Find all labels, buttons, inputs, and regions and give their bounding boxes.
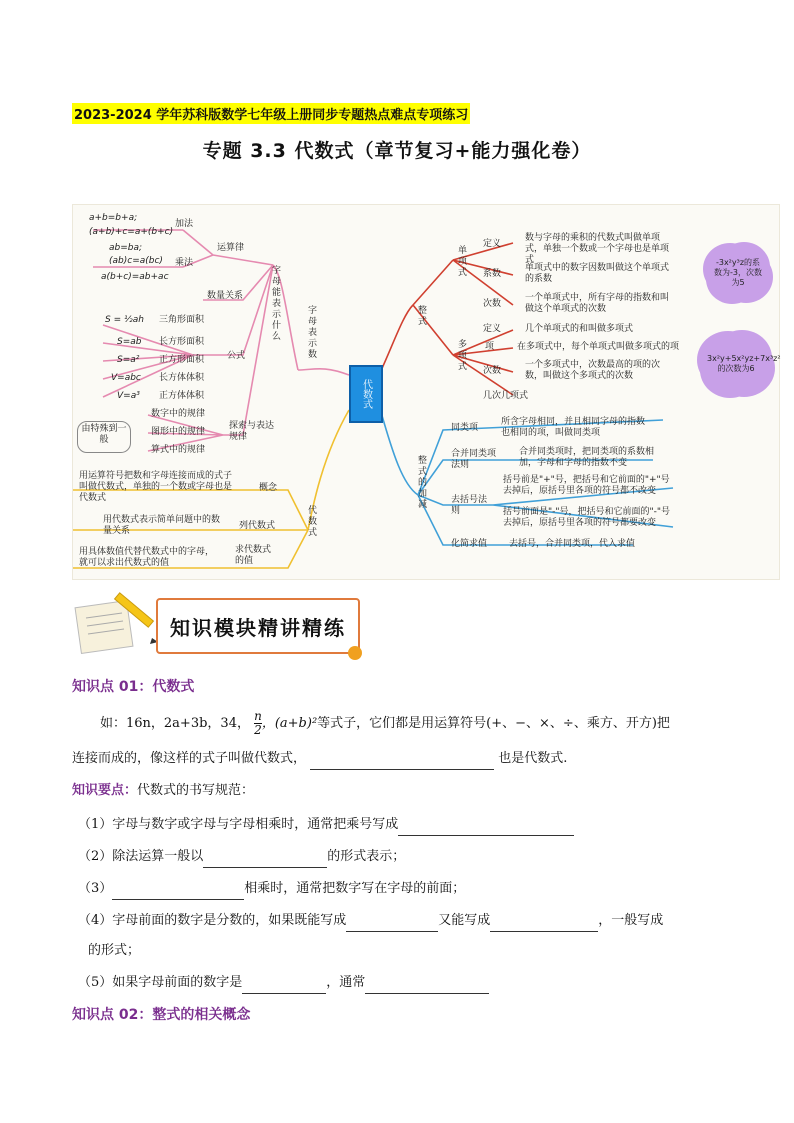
add-law-2: (a+b)+c=a+(b+c) — [89, 227, 174, 237]
center-node: 代数式 — [349, 365, 383, 423]
kp1-ab-square: ，(a+b)² — [261, 716, 318, 731]
p-kind-label: 几次几项式 — [483, 391, 529, 401]
page-title: 专题 3.3 代数式（章节复习+能力强化卷） — [202, 140, 592, 162]
rule-item-2: （2）除法运算一般以 的形式表示； — [78, 846, 405, 868]
value-label: 求代数式的值 — [235, 545, 272, 566]
series-banner: 2023-2024 学年苏科版数学七年级上册同步专题热点难点专项练习 — [72, 103, 470, 124]
remove-desc-2: 括号前面是"-"号，把括号和它前面的"-"号去掉后，原括号里各项的符号都要改变 — [503, 507, 671, 528]
key-label: 知识要点： — [72, 783, 138, 798]
mul-law-1: ab=ba; — [109, 243, 143, 253]
section-banner-text: 知识模块精讲精练 — [170, 615, 346, 640]
polynomial-label: 多项式 — [456, 339, 466, 372]
p-deg-desc: 一个多项式中，次数最高的项的次数，叫做这个多项式的次数 — [525, 360, 661, 381]
letters-meaning-label: 字母能表示什么 — [270, 265, 280, 342]
simplify-label: 化简求值 — [451, 539, 488, 549]
value-desc: 用具体数值代替代数式中的字母，就可以求出代数式的值 — [79, 547, 215, 568]
special-general-bubble: 由特殊到一般 — [77, 421, 131, 453]
blank-6[interactable] — [490, 931, 598, 932]
formula-expr-3: S=a² — [117, 355, 140, 365]
notebook-pencil-icon — [72, 590, 162, 660]
blank-7[interactable] — [242, 993, 326, 994]
concept-label: 概念 — [259, 483, 278, 493]
rule-2: 图形中的规律 — [151, 427, 206, 437]
remove-label: 去括号法则 — [451, 495, 488, 516]
kp1-line1 — [100, 710, 760, 737]
list-desc: 用代数式表示简单问题中的数量关系 — [103, 515, 221, 536]
banner-dot — [348, 646, 362, 660]
formula-name-3: 正方形面积 — [159, 355, 205, 365]
rule-item-1: （1）字母与数字或字母与字母相乘时，通常把乘号写成 — [78, 814, 574, 836]
example-cloud-1: -3x²y³z的系数为-3，次数为5 — [709, 245, 767, 301]
kp2-title: 知识点 02：整式的相关概念 — [72, 1007, 251, 1023]
simplify-desc: 去括号，合并同类项，代入求值 — [509, 539, 636, 549]
kp1-title: 知识点 01：代数式 — [72, 679, 195, 695]
section-banner — [72, 590, 392, 660]
example-cloud-2: 3x²y+5x²yz+7x³z²的次数为6 — [703, 333, 769, 395]
rule-item-5: （5）如果字母前面的数字是 ，通常 — [78, 972, 489, 994]
letters-branch-label: 字母表示数 — [306, 305, 316, 360]
add-label: 加法 — [175, 219, 194, 229]
combine-desc: 合并同类项时，把同类项的系数相加，字母和字母的指数不变 — [519, 447, 655, 468]
like-label: 同类项 — [451, 423, 479, 433]
p-def-desc: 几个单项式的和叫做多项式 — [525, 324, 634, 334]
p-term-desc: 在多项式中，每个单项式叫做多项式的项 — [517, 342, 680, 352]
blank-5[interactable] — [346, 931, 438, 932]
kp1-line1-text: 等式子，它们都是用运算符号(+、−、×、÷、乘方、开方)把 — [317, 716, 670, 731]
kp1-line2-b: 也是代数式. — [498, 751, 568, 766]
p-deg-label: 次数 — [483, 366, 502, 376]
addsub-label: 整式的加减 — [416, 455, 426, 510]
combine-label: 合并同类项法则 — [451, 449, 497, 470]
section-banner-box — [156, 598, 360, 654]
monomial-label: 单项式 — [456, 245, 466, 278]
m-def-label: 定义 — [483, 239, 502, 249]
formula-name-1: 三角形面积 — [159, 315, 205, 325]
explore-label: 探索与表达规律 — [229, 421, 275, 442]
formula-expr-5: V=a³ — [117, 391, 140, 401]
blank-2[interactable] — [398, 835, 574, 836]
ops-law-label: 运算律 — [217, 243, 245, 253]
formula-expr-1: S = ½ah — [105, 315, 144, 325]
fraction-n-over-2: $\frac{n}{2}$ — [254, 709, 262, 737]
remove-desc-1: 括号前是"+"号，把括号和它前面的"+"号去掉后，原括号里各项的符号都不改变 — [503, 475, 670, 496]
quantity-label: 数量关系 — [207, 291, 244, 301]
mul-label: 乘法 — [175, 258, 194, 268]
blank-3[interactable] — [203, 867, 327, 868]
zhengshi-label: 整式 — [416, 305, 426, 327]
kp1-line2 — [72, 748, 567, 770]
blank-1[interactable] — [310, 769, 494, 770]
kp1-examples: 如：16n，2a+3b，34， — [100, 716, 250, 731]
formula-expr-2: S=ab — [117, 337, 142, 347]
rule-item-4: （4）字母前面的数字是分数的，如果既能写成 又能写成 ，一般写成 — [78, 910, 663, 932]
m-def-desc: 数与字母的乘积的代数式叫做单项式，单独一个数或一个字母也是单项式 — [525, 233, 670, 265]
blank-4[interactable] — [112, 899, 244, 900]
expr-branch-label: 代数式 — [306, 505, 316, 538]
rule-1: 数字中的规律 — [151, 409, 206, 419]
p-term-label: 项 — [485, 342, 495, 352]
key-points — [72, 780, 254, 802]
key-text: 代数式的书写规范： — [137, 783, 255, 798]
concept-desc: 用运算符号把数和字母连接而成的式子叫做代数式，单独的一个数或字母也是代数式 — [79, 471, 233, 503]
like-desc: 所含字母相同，并且相同字母的指数也相同的项，叫做同类项 — [501, 417, 646, 438]
formula-name-4: 长方体体积 — [159, 373, 205, 383]
p-def-label: 定义 — [483, 324, 502, 334]
formula-name-2: 长方形面积 — [159, 337, 205, 347]
add-law-1: a+b=b+a; — [89, 213, 138, 223]
formula-name-5: 正方体体积 — [159, 391, 205, 401]
rule-3: 算式中的规律 — [151, 445, 206, 455]
rule-item-3: （3） 相乘时，通常把数字写在字母的前面； — [78, 878, 465, 900]
list-label: 列代数式 — [239, 521, 276, 531]
mind-map — [72, 204, 780, 580]
blank-8[interactable] — [365, 993, 489, 994]
rule-item-4-cont: 的形式； — [88, 943, 141, 958]
kp1-line2-a: 连接而成的，像这样的式子叫做代数式， — [72, 751, 307, 766]
m-coef-label: 系数 — [483, 269, 502, 279]
formula-label: 公式 — [227, 351, 246, 361]
m-coef-desc: 单项式中的数字因数叫做这个单项式的系数 — [525, 263, 670, 284]
mul-law-2: (ab)c=a(bc) — [109, 256, 163, 266]
formula-expr-4: V=abc — [111, 373, 141, 383]
mul-law-3: a(b+c)=ab+ac — [101, 272, 169, 282]
m-deg-label: 次数 — [483, 299, 502, 309]
m-deg-desc: 一个单项式中，所有字母的指数和叫做这个单项式的次数 — [525, 293, 670, 314]
